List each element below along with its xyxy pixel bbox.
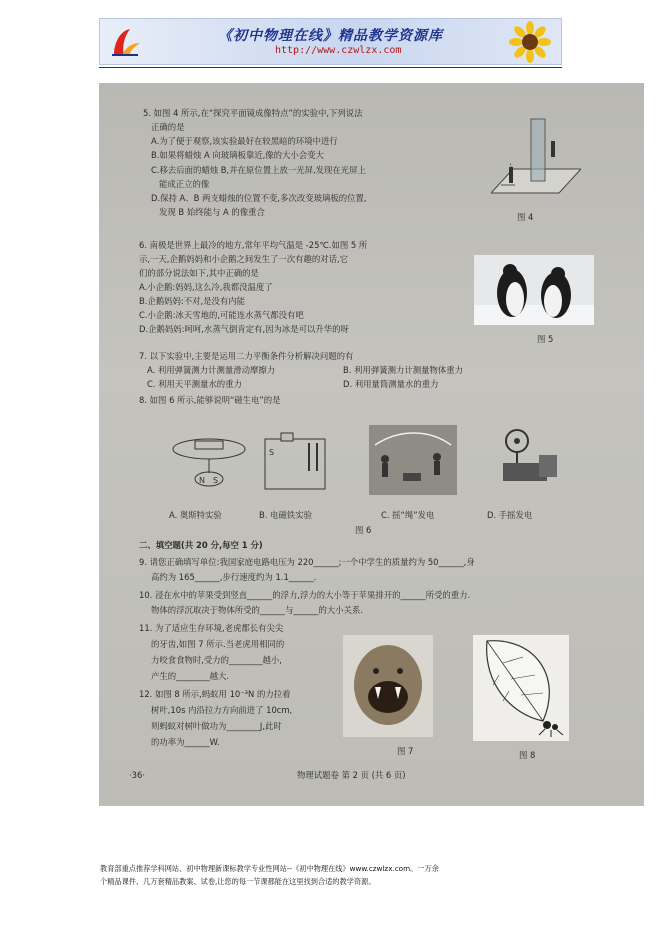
q9-line1: 9. 请您正确填写单位:我国家庭电路电压为 220______;一个中学生的质量约为 50______,身	[139, 557, 475, 567]
q10-line2: 物体的浮沉取决于物体所受的______与______的大小关系.	[151, 605, 364, 615]
page-number: ·36·	[129, 770, 145, 780]
q11-line2: 的牙齿,如图 7 所示.当老虎用相同的	[151, 639, 285, 649]
figure-6a-oersted	[161, 429, 257, 493]
figure-7-caption: 图 7	[397, 746, 414, 756]
q8-option-b: B. 电磁铁实验	[259, 510, 312, 520]
q9-line2: 高约为 165______,步行速度约为 1.1______.	[151, 572, 317, 582]
q8-option-c: C. 摇“绳”发电	[381, 510, 435, 520]
header-rule	[99, 67, 562, 68]
figure-8-caption: 图 8	[519, 750, 536, 760]
q11-line4: 产生的________越大.	[151, 671, 230, 681]
logo-icon	[108, 25, 142, 59]
q5-stem-line1: 5. 如图 4 所示,在“探究平面镜成像特点”的实验中,下列说法	[143, 108, 363, 118]
figure-4-caption: 图 4	[517, 212, 534, 222]
q7-stem: 7. 以下实验中,主要是运用二力平衡条件分析解决问题的有	[139, 351, 354, 361]
document-footer	[100, 862, 570, 888]
banner-title: 《初中物理在线》精品教学资源库	[218, 28, 443, 44]
q5-stem-line2: 正确的是	[151, 122, 185, 132]
q6-stem-line1: 6. 南极是世界上最冷的地方,常年平均气温是 -25℃.如图 5 所	[139, 240, 368, 250]
q5-option-c-line1: C.移去后面的蜡烛 B,并在原位置上放一光屏,发现在光屏上	[151, 165, 366, 175]
page-footer: 物理试题卷 第 2 页 (共 6 页)	[297, 770, 406, 780]
svg-text:S: S	[269, 448, 275, 457]
q5-option-d-line1: D.保持 A、B 两支蜡烛的位置不变,多次改变玻璃板的位置,	[151, 193, 367, 203]
svg-text:N: N	[199, 476, 205, 485]
figure-8-ant-leaf	[473, 635, 569, 741]
q7-option-d: D. 利用量筒测量水的重力	[343, 379, 439, 389]
q6-option-a: A.小企鹅:妈妈,这么冷,我都没温度了	[139, 282, 273, 292]
q8-option-d: D. 手摇发电	[487, 510, 533, 520]
q8-stem: 8. 如图 6 所示,能够说明“磁生电”的是	[139, 395, 281, 405]
q12-line3: 则蚂蚁对树叶做功为________J,此时	[151, 721, 282, 731]
banner-url[interactable]: http://www.czwlzx.com	[275, 45, 402, 56]
q6-option-d: D.企鹅妈妈:呵呵,水蒸气倒肯定有,因为冰是可以升华的呀	[139, 324, 349, 334]
q5-option-b: B.如果将蜡烛 A 向玻璃板靠近,像的大小会变大	[151, 150, 324, 160]
section-2-heading: 二、填空题(共 20 分,每空 1 分)	[139, 540, 263, 550]
q11-line1: 11. 为了适应生存环境,老虎都长有尖尖	[139, 623, 284, 633]
footer-line-1: 教育部重点推荐学科网站、初中物理新课标教学专业性网站--《初中物理在线》www.czwlzx.com。一万余	[100, 864, 439, 873]
exam-page-photo	[99, 83, 644, 806]
q12-line2: 树叶,10s 内沿拉力方向前进了 10cm,	[151, 705, 293, 715]
q8-option-a: A. 奥斯特实验	[169, 510, 222, 520]
q7-option-b: B. 利用弹簧测力计测量物体重力	[343, 365, 463, 375]
q7-option-c: C. 利用天平测量水的重力	[147, 379, 242, 389]
q5-option-a: A.为了便于观察,该实验最好在较黑暗的环境中进行	[151, 136, 338, 146]
q11-line3: 力咬食食物时,受力的________越小,	[151, 655, 282, 665]
q5-option-c-line2: 能成正立的像	[159, 179, 210, 189]
figure-6d-hand-generator	[495, 427, 565, 493]
svg-text:S: S	[213, 476, 219, 485]
footer-line-2: 个精品课件、几万套精品教案、试卷,让您的每一节课都能在这里找到合适的教学资源。	[100, 877, 376, 886]
figure-5-penguins-photo	[474, 255, 594, 325]
q6-option-b: B.企鹅妈妈:不对,是没有内能	[139, 296, 246, 306]
q7-option-a: A. 利用弹簧测力计测量滑动摩擦力	[147, 365, 276, 375]
q10-line1: 10. 浸在水中的苹果受到竖直______的浮力,浮力的大小等于苹果排开的______所受的重力.	[139, 590, 471, 600]
figure-7-tiger-photo	[343, 635, 433, 737]
sunflower-icon	[509, 21, 551, 63]
figure-6c-rope-generator-photo	[369, 425, 457, 495]
figure-6-caption: 图 6	[355, 525, 372, 535]
q12-line4: 的功率为______W.	[151, 737, 220, 747]
q5-option-d-line2: 发现 B 始终能与 A 的像重合	[159, 207, 265, 217]
q6-stem-line2: 示,一天,企鹅妈妈和小企鹅之间发生了一次有趣的对话,它	[139, 254, 348, 264]
figure-4-mirror-setup	[491, 111, 581, 201]
q12-line1: 12. 如图 8 所示,蚂蚁用 10⁻³N 的力拉着	[139, 689, 291, 699]
figure-5-caption: 图 5	[537, 334, 554, 344]
q6-option-c: C.小企鹅:冰天雪地的,可能连水蒸气都没有吧	[139, 310, 304, 320]
header-banner	[99, 18, 562, 65]
figure-6b-electromagnet	[259, 431, 339, 495]
q6-stem-line3: 们的部分说法如下,其中正确的是	[139, 268, 259, 278]
